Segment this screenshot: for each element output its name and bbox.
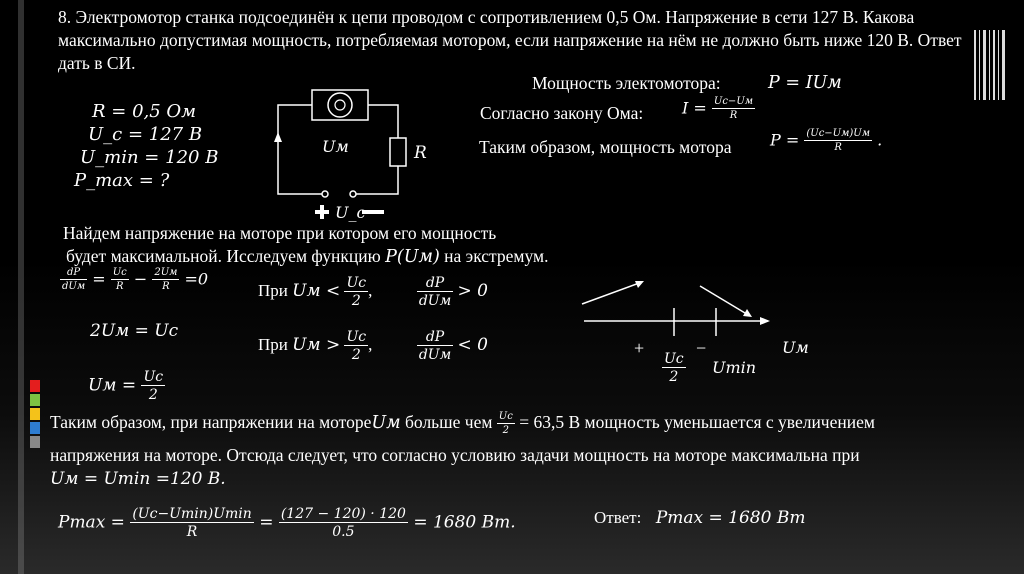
answer: Ответ: Pmax = 1680 Вт (594, 508, 806, 528)
given-r: R = 0,5 Ом (92, 101, 197, 122)
axis-tick2: Umin (712, 358, 757, 377)
case2: При Uм > $\frac{Uc}{2}$ , $\frac{dP}{\text{dUм}}$ < 0 (258, 329, 488, 363)
resistor-symbol (390, 138, 406, 166)
conclusion-line1: Таким образом, при напряжении на мотореUм больше чем $\frac{Uc}{2}$ = 63,5 В мощность уменьшается с увеличением (50, 411, 875, 436)
power2-formula: P = $\frac{(Uc-Uм)Uм}{R}$ . (770, 128, 883, 153)
given-umin: U_min = 120 В (80, 147, 219, 168)
problem-statement: 8. Электромотор станка подсоединён к цепи проводом с сопротивлением 0,5 Ом. Напряжение в сети 127 В. Какова максимально допустимая мощность, потребляемая мотором, если напряжение на нём не должно быть ниже 120 В. Ответ дать в СИ. (58, 7, 962, 73)
current-arrow (274, 132, 282, 142)
given-uc: U_c = 127 В (88, 124, 203, 145)
power-formula: P = IUм (768, 73, 842, 93)
left-decoration (16, 0, 46, 574)
power-label: Мощность электомотора: (532, 73, 721, 93)
case1: При Uм < $\frac{Uc}{2}$ , $\frac{dP}{\text{dUм}}$ > 0 (258, 275, 488, 309)
axis-tick1: $\frac{Uc}{2}$ (664, 351, 684, 385)
resistor-label: R (414, 143, 427, 163)
source-label: U_c (335, 203, 366, 222)
step3: Uм = $\frac{Uc}{2}$ (88, 369, 164, 403)
number-line (580, 280, 780, 340)
extremum-line1: Найдем напряжение на моторе при котором его мощность (63, 223, 497, 243)
derivative-equation: $\frac{dP}{\text{dUм}}$ = $\frac{Uc}{R}$ − $\frac{2Uм}{R}$ =0 (62, 267, 209, 292)
motor-icon (328, 93, 352, 117)
conclusion-line3: Uм = Umin =120 В. (50, 469, 226, 489)
motor-label: Uм (322, 137, 349, 156)
final-formula: Pmax = $\frac{(Uc-Umin)Umin}{R}$ = $\frac{(127 - 120) \cdot 120}{0.5}$ = 1680 Вт. (58, 506, 516, 540)
axis-minus: − (696, 338, 707, 358)
ohm-law: I = $\frac{Uc-Uм}{R}$ (682, 96, 754, 121)
given-pmax: P_max = ? (74, 170, 170, 191)
motor-box (312, 90, 368, 120)
conclusion-line2: напряжения на моторе. Отсюда следует, что согласно условию задачи мощность на моторе максимальна при (50, 445, 860, 465)
axis-variable: Uм (782, 338, 809, 357)
axis-plus: + (634, 338, 645, 358)
power2-label: Таким образом, мощность мотора (479, 137, 732, 157)
step2: 2Uм = Uc (90, 321, 179, 341)
ohm-label: Согласно закону Ома: (480, 103, 644, 123)
extremum-line2: будет максимальной. Исследуем функцию P(Uм) на экстремум. (66, 246, 549, 267)
